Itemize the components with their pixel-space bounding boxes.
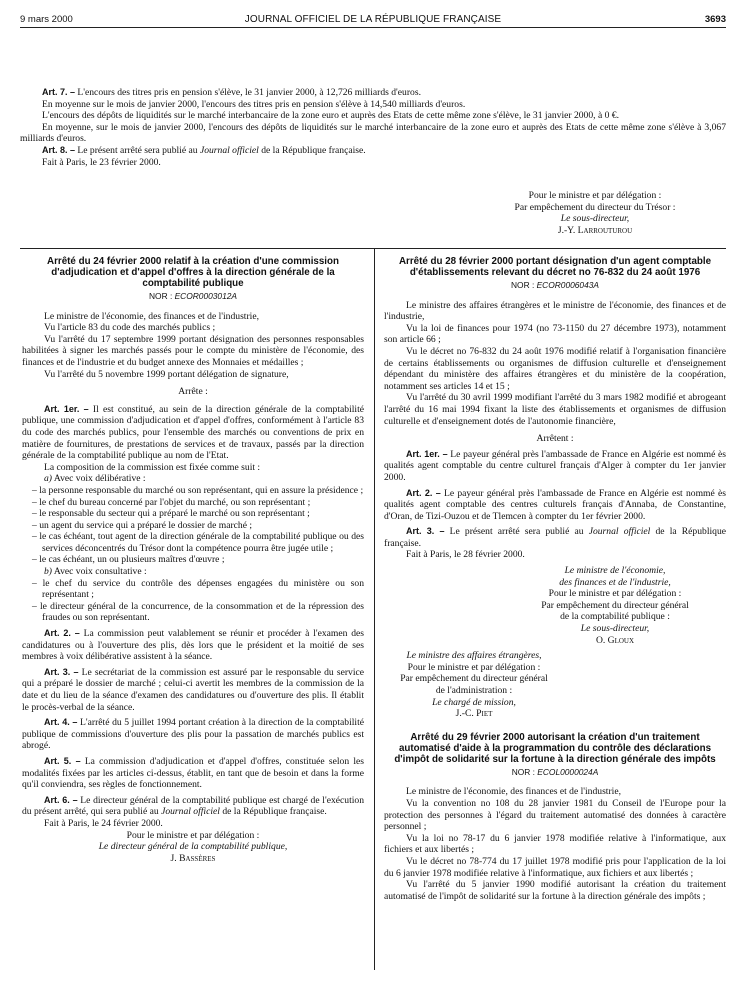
page-header: [20, 14, 726, 28]
article-4: Art. 4. – L'arrêté du 5 juillet 1994 portant création à la direction de la comptabilité publique de commissions d'ouverture des plis pour la passation de marchés publics est abrogé.: [22, 717, 364, 752]
list-item: – le directeur général de la concurrence, de la consommation et de la répression des fraudes ou son représentant.: [32, 600, 364, 624]
visa: Vu l'arrêté du 5 novembre 1999 portant délégation de signature,: [44, 368, 289, 380]
article-1: Art. 1er. – Il est constitué, au sein de la direction générale de la comptabilité publique, une commission d'adjudication et d'appel d'offres, conformément à l'article 83 du code des marchés publics, pour l'ensemble des marchés ou conventions de prix en matière de fournitures, de prestations de services et de travaux, passés par la direction générale de la comptabilité publique au nom de l'Etat.: [22, 403, 364, 462]
arrete-label: Arrête :: [178, 386, 208, 398]
visa: Vu l'article 83 du code des marchés publics ;: [44, 322, 216, 334]
article-6: Art. 6. – Le directeur général de la comptabilité publique est chargé de l'exécution du présent arrêté, qui sera publié au Journal officiel de la République française.: [22, 794, 364, 818]
signature-block: Pour le ministre et par délégation : Le directeur général de la comptabilité publique, J. Bassères: [98, 829, 288, 864]
journal-title: JOURNAL OFFICIEL DE LA RÉPUBLIQUE FRANÇAISE: [244, 14, 502, 25]
nor-reference: NOR : ECOR0006043A: [511, 280, 599, 290]
list-item: – le cas échéant, un ou plusieurs maîtres d'œuvre ;: [32, 554, 225, 566]
signature-block-economie: Le ministre de l'économie, des finances et de l'industrie, Pour le ministre et par délégation : Par empêchement du directeur général de la comptabilité publique : Le sous-directeur, O. Gloux: [541, 565, 689, 646]
paragraph: La composition de la commission est fixée comme suit :: [44, 461, 261, 473]
article-3: Art. 3. – Le secrétariat de la commission est assuré par le responsable du service qui a préparé le dossier de marché ; celui-ci avertit les membres de la commission de la date et du lieu de la séance d'examen des candidatures ou d'ouverture des plis. Il établit le procès-verbal de la séance.: [22, 666, 365, 713]
fait-a-paris: Fait à Paris, le 28 février 2000.: [406, 549, 525, 561]
visa: Vu le décret no 76-832 du 24 août 1976 modifié relatif à l'organisation financière de certains établissements ou organismes de diffusion culturelle et d'enseignement dépendant du ministère des affaires étrangères et du ministère de la coopération, notamment ses articles 14 et 15 ;: [384, 345, 726, 392]
visa: Vu la loi de finances pour 1974 (no 73-1150 du 27 décembre 1973), notamment son article 66 ;: [384, 322, 726, 346]
list-item: – le chef du service du contrôle des dépenses engagées du ministère ou son représentant ;: [32, 577, 364, 601]
paragraph: En moyenne, sur le mois de janvier 2000, l'encours des dépôts de liquidités sur le marché interbancaire de la zone euro et auprès des Etats de cette même zone s'élève à 3,067 milliards d'euros.: [20, 121, 726, 145]
article-2: Art. 2. – La commission peut valablement se réunir et procéder à l'examen des candidatures ou à l'ouverture des plis, dès lors que le président et la moitié de ses membres à voix délibérative assistent à la séance.: [22, 628, 365, 663]
article-2: Art. 2. – Le payeur général près l'ambassade de France en Algérie est nommé ès qualités agent comptable des centres culturels français d'Annaba, de Constantine, d'Oran, de Tizi-Ouzou et de Tlemcen à compter du 1er février 2000.: [384, 487, 726, 522]
visa: Vu l'arrêté du 17 septembre 1999 portant désignation des personnes responsables habilitées à signer les marchés passés pour le compte du ministère de l'économie, des finances et de l'industrie et du budget annexe des Monnaies et médailles ;: [22, 333, 364, 368]
visa: Le ministre de l'économie, des finances et de l'industrie,: [44, 310, 259, 322]
top-section: [20, 87, 726, 168]
section-divider: [20, 248, 726, 249]
signature-block-affaires-etrangeres: Le ministre des affaires étrangères, Pour le ministre et par délégation : Par empêchement du directeur général de l'administration : Le chargé de mission, J.-C. Piet: [400, 650, 548, 720]
member-list: [22, 485, 364, 566]
article-8: Art. 8. – Le présent arrêté sera publié au Journal officiel de la République française.: [42, 144, 366, 156]
paragraph: L'encours des dépôts de liquidités sur le marché interbancaire de la zone euro et auprès des Etats de cette même zone s'élève, le 31 janvier 2000, à 0 €.: [42, 110, 619, 122]
nor-reference: NOR : ECOR0003012A: [149, 291, 237, 301]
signature-block: Pour le ministre et par délégation : Par empêchement du directeur du Trésor : Le sous-directeur, J.-Y. Larrouturou: [514, 190, 676, 236]
member-list: [22, 578, 364, 624]
article-1: Art. 1er. – Le payeur général près l'ambassade de France en Algérie est nommé ès qualités agent comptable du centre culturel français d'Alger à compter du 1er janvier 2000.: [384, 448, 726, 483]
header-date: 9 mars 2000: [20, 14, 73, 25]
arretent-label: Arrêtent :: [536, 433, 574, 445]
visa: Vu la convention no 108 du 28 janvier 1981 du Conseil de l'Europe pour la protection des personnes à l'égard du traitement automatisé des données à caractère personnel ;: [384, 797, 726, 833]
article-7: Art. 7. – L'encours des titres pris en pension s'élève, le 31 janvier 2000, à 12,726 milliards d'euros.: [42, 87, 421, 98]
decree-heading: Arrêté du 28 février 2000 portant désignation d'un agent comptable d'établissements relevant du décret no 76-832 du 24 août 1976: [398, 256, 712, 278]
nor-reference: NOR : ECOL0000024A: [511, 766, 599, 777]
list-item: – le chef du bureau concerné par l'objet du marché, ou son représentant ;: [32, 496, 311, 508]
page-number: 3693: [704, 14, 726, 25]
list-item: – le cas échéant, tout agent de la direction générale de la comptabilité publique ou des services déconcentrés du Trésor dont la compétence pourra être jugée utile ;: [32, 531, 364, 554]
list-heading: a) Avec voix délibérative :: [44, 473, 146, 485]
list-item: – le responsable du secteur qui a préparé le marché ou son représentant ;: [32, 508, 310, 520]
list-item: – la personne responsable du marché ou son représentant, qui en assure la présidence ;: [32, 484, 364, 496]
column-divider: [374, 249, 375, 970]
visa: Le ministre des affaires étrangères et le ministre de l'économie, des finances et de l'industrie,: [384, 299, 726, 323]
decree-heading: Arrêté du 24 février 2000 relatif à la création d'une commission d'adjudication et d'appel d'offres à la direction générale de la comptabilité publique: [47, 256, 339, 289]
visa: Le ministre de l'économie, des finances et de l'industrie,: [406, 786, 621, 798]
fait-a-paris: Fait à Paris, le 24 février 2000.: [44, 817, 163, 829]
list-item: – un agent du service qui a préparé le dossier de marché ;: [32, 519, 253, 531]
article-3: Art. 3. – Le présent arrêté sera publié au Journal officiel de la République française.: [384, 526, 727, 549]
right-column: [384, 256, 726, 902]
visa: Vu la loi no 78-17 du 6 janvier 1978 modifiée relative à l'informatique, aux fichiers et aux libertés ;: [384, 832, 726, 856]
fait-a-paris: Fait à Paris, le 23 février 2000.: [42, 156, 161, 168]
visa: Vu l'arrêté du 30 avril 1999 modifiant l'arrêté du 3 mars 1982 modifié et abrogeant l'arrêté du 16 mai 1994 fixant la liste des établissements et organismes de diffusion culturelle et d'enseignement dotés de l'autonomie financière,: [384, 392, 726, 427]
visa: Vu l'arrêté du 5 janvier 1990 modifié autorisant la création du traitement automatisé de l'impôt de solidarité sur la fortune à la direction générale des impôts ;: [384, 879, 726, 902]
left-column: [22, 256, 364, 864]
visa: Vu le décret no 78-774 du 17 juillet 1978 modifié pris pour l'application de la loi du 6 janvier 1978 modifiée relative à l'informatique, aux fichiers et aux libertés ;: [384, 855, 726, 879]
list-heading: b) Avec voix consultative :: [44, 566, 147, 578]
article-5: Art. 5. – La commission d'adjudication et d'appel d'offres, constituée selon les modalités fixées par les articles ci-dessus, établit, en tant que de besoin et dans la forme qu'il conviendra, ses règles de fonctionnement.: [22, 755, 364, 791]
paragraph: En moyenne sur le mois de janvier 2000, l'encours des titres pris en pension s'élève à 14,540 milliards d'euros.: [42, 98, 466, 110]
decree-heading: Arrêté du 29 février 2000 autorisant la création d'un traitement automatisé d'aide à la programmation du contrôle des déclarations d'impôt de solidarité sur la fortune à la direction générale des impôts: [394, 731, 716, 765]
